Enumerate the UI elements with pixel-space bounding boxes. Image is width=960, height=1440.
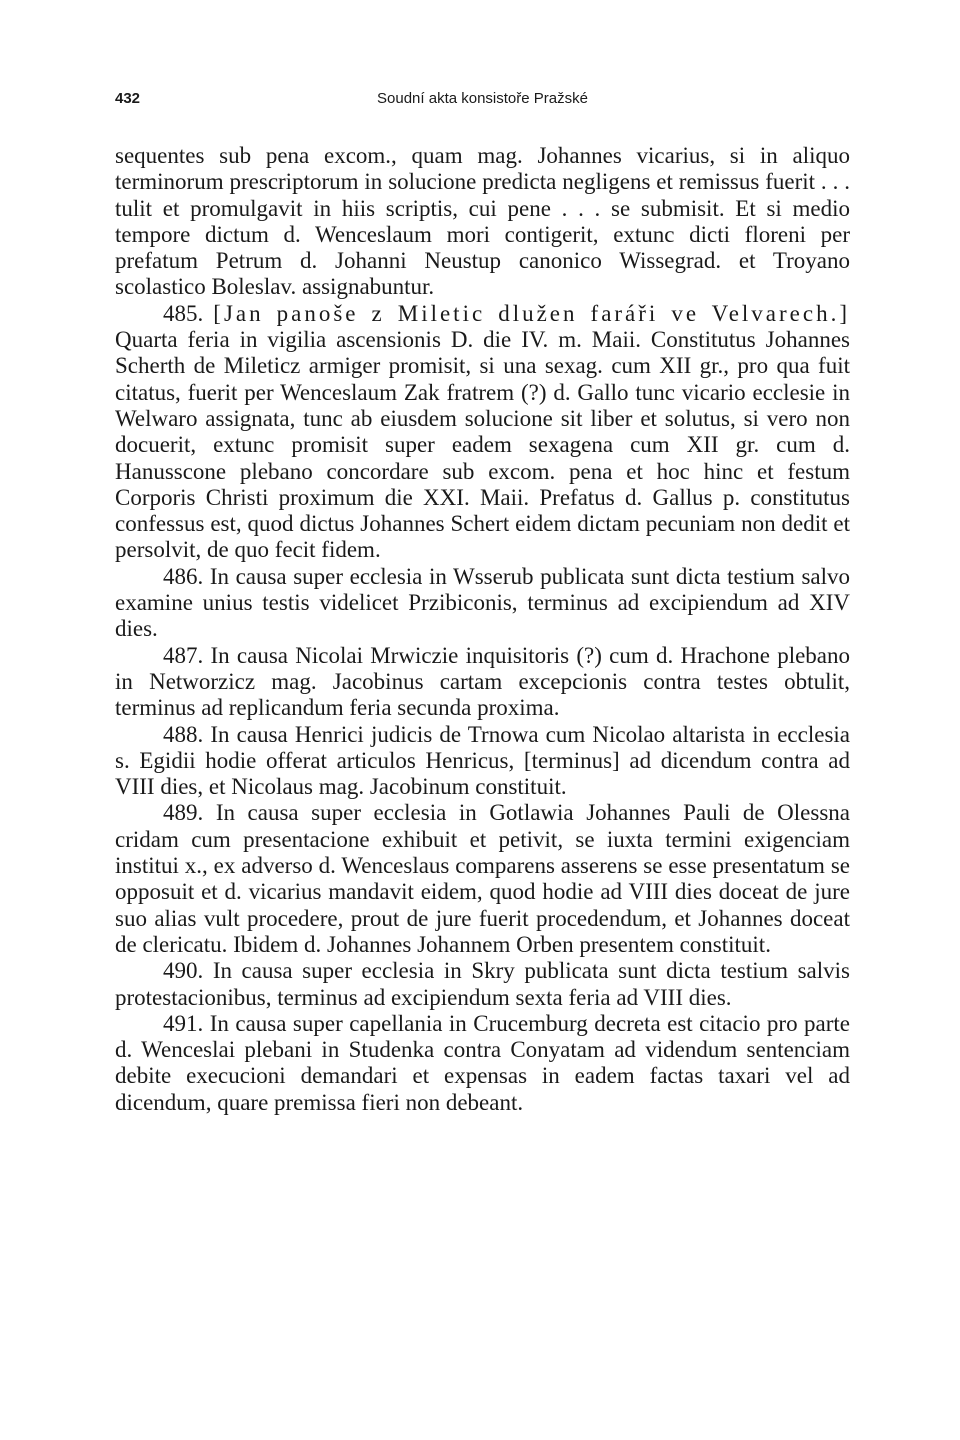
entry-number: 486. (163, 563, 204, 589)
entry-number: 485. (163, 300, 204, 326)
entry-text: In causa super ecclesia in Gotlawia Johannes Pauli de Olessna cridam cum presentacione exhibuit et petivit, se iuxta termini exigenciam institui x., ex adverso d. Wenceslaus comparens asserens se esse presentatum se opposuit et d. vicarius mandavit eidem, quod hodie ad VIII dies doceat de jure suo alias vult procedere, prout de jure fuerit procedendum, et Johannes doceat de clericatu. Ibidem d. Johannes Johannem Orben presentem constituit. (115, 800, 850, 957)
entry-heading: [Jan panoše z Miletic dlužen faráři ve Velvarech.] (213, 300, 851, 326)
paragraph-text: sequentes sub pena excom., quam mag. Johannes vicarius, si in aliquo terminorum prescriptorum in solucione predicta negligens et remissus fuerit . . . tulit et promulgavit in hiis scriptis, cui pene . . . se submisit. Et si medio tempore dictum d. Wenceslaum mori contigerit, extunc dicti floreni per prefatum Petrum d. Johanni Neustup canonico Wissegrad. et Troyano scolastico Boleslav. assignabuntur. (115, 143, 850, 300)
entry-number: 491. (163, 1010, 204, 1036)
entry-number: 489. (163, 800, 204, 826)
body-text (115, 143, 850, 1116)
entry-text: In causa super ecclesia in Wsserub publicata sunt dicta testium salvo examine unius testis videlicet Przibiconis, terminus ad excipiendum ad XIV dies. (115, 563, 850, 642)
entry-text: In causa Nicolai Mrwiczie inquisitoris (?) cum d. Hrachone plebano in Networzicz mag. Jacobinus cartam excepcionis contra testes obtulit, terminus ad replicandum feria secunda proxima. (115, 642, 850, 721)
entry-487 (115, 643, 850, 722)
paragraph-continued (115, 143, 850, 301)
entry-491 (115, 1011, 850, 1116)
running-title: Soudní akta konsistoře Pražské (377, 90, 588, 107)
entry-490 (115, 958, 850, 1011)
entry-485 (115, 301, 850, 564)
entry-number: 488. (163, 721, 204, 747)
entry-text: In causa Henrici judicis de Trnowa cum Nicolao altarista in ecclesia s. Egidii hodie offerat articulos Henricus, [terminus] ad dicendum contra ad VIII dies, et Nicolaus mag. Jacobinum constituit. (115, 721, 850, 800)
entry-number: 490. (163, 958, 204, 984)
entry-488 (115, 722, 850, 801)
page-number: 432 (115, 90, 141, 107)
entry-489 (115, 800, 850, 958)
entry-486 (115, 564, 850, 643)
page-header (115, 90, 850, 114)
entry-number: 487. (163, 642, 204, 668)
entry-text: Quarta feria in vigilia ascensionis D. die IV. m. Maii. Constitutus Johannes Scherth de Mileticz armiger promisit, si una sexag. cum XII gr., pro qua fuit citatus, fuerit per Wenceslaum Zak fratrem (?) d. Gallo tunc vicario ecclesie in Welwaro assignata, tunc ab eiusdem solucione sit liber et solutus, si vero non docuerit, extunc promisit super eadem sexagena cum XII gr. cum d. Hanusscone plebano concordare sub excom. pena et hoc hinc et festum Corporis Christi proximum die XXI. Maii. Prefatus d. Gallus p. constitutus confessus est, quod dictus Johannes Schert eidem dictam pecuniam non dedit et persolvit, de quo fecit fidem. (115, 327, 850, 563)
entry-text: In causa super capellania in Crucemburg decreta est citacio pro parte d. Wenceslai plebani in Studenka contra Conyatam ad videndum sentenciam debite execucioni demandari et expensas in eadem factas taxari vel ad dicendum, quare premissa fieri non debeant. (115, 1010, 851, 1115)
entry-text: In causa super ecclesia in Skry publicata sunt dicta testium salvis protestacionibus, terminus ad excipiendum sexta feria ad VIII dies. (115, 958, 850, 1010)
